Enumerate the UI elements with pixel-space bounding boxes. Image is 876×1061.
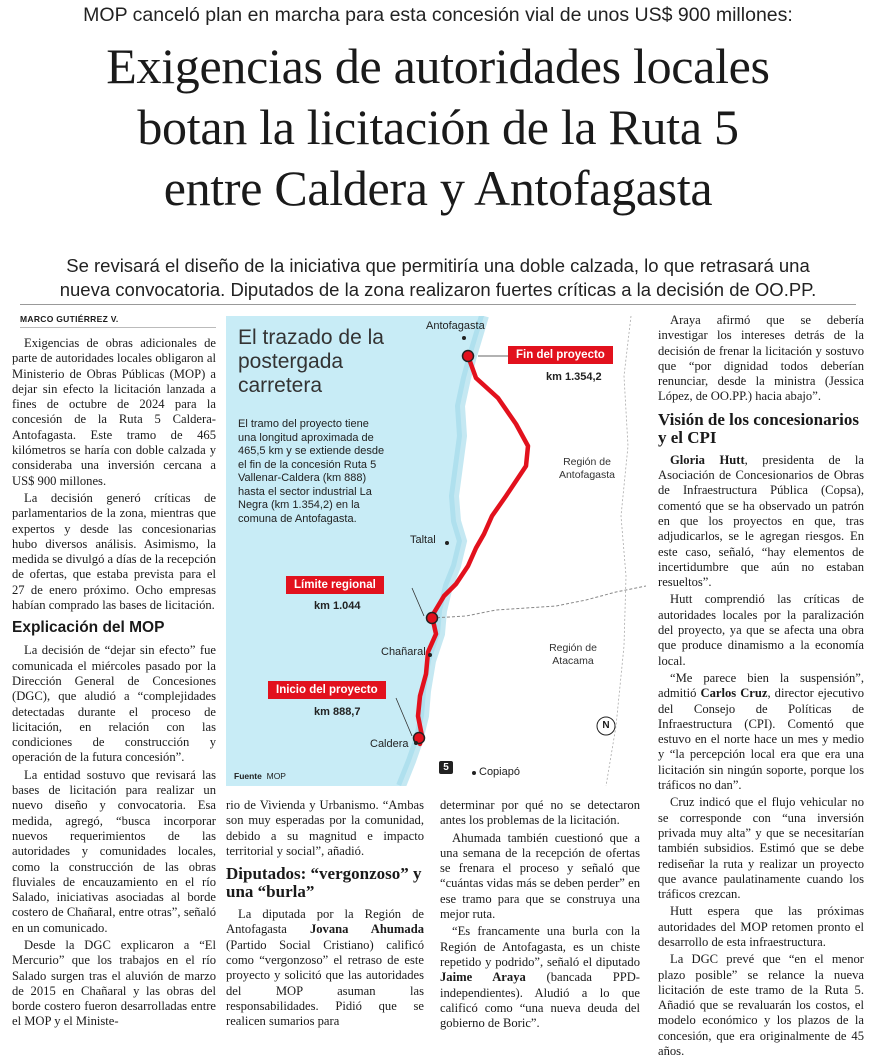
dot-caldera — [414, 741, 418, 745]
label-chanaral: Chañaral — [381, 646, 426, 658]
paragraph: Desde la DGC explicaron a “El Mercurio” que los trabajos en el río Salado surgen tras el aluvión de marzo de 2015 en Chañaral y las obras del borde costero fueron desarrolladas entre el MOP y el Ministe- — [12, 937, 216, 1029]
paragraph: “Es francamente una burla con la Región de Antofagasta, es un chiste repetido y podrido”, señaló el diputado Jaime Araya (bancada PPD-independientes). Aludió a lo que calificó como “una nueva deuda del gobierno de Boric”. — [440, 924, 641, 1031]
paragraph: Gloria Hutt, presidenta de la Asociación de Concesionarios de Obras de Infraestructura Pública (Copsa), comentó que se ha observado un patrón en que los proyectos en que, tras adjudicarlos, se le agregan riesgos. En este caso, señaló, “hay elementos de incertidumbre que aún no estaban resueltos”. — [658, 452, 864, 590]
paragraph: Araya afirmó que se debería investigar los intereses detrás de la decisión de frenar la licitación y sostuvo que “por dignidad todos deberían renunciar, desde la ministra (Jessica López, de OO.PP.) hacia abajo”. — [658, 313, 864, 404]
tag-inicio-proyecto: Inicio del proyecto — [268, 681, 386, 699]
column-4 — [658, 313, 864, 1061]
map-title: El trazado de la postergada carretera — [238, 326, 384, 397]
byline-rule — [20, 327, 216, 328]
label-taltal: Taltal — [410, 534, 436, 546]
paragraph: La decisión generó críticas de parlamentarios de la zona, mientras que expertos y desde las concesionarias hubo diversos análisis. Asimismo, la medida se divulgó a días de la recepción de ofertas, que estaba prevista para el 27 de enero próximo. Ocho empresas habían comprado las bases de licitación. — [12, 490, 216, 613]
column-3 — [440, 798, 640, 1033]
deck — [0, 254, 876, 302]
deck-line-1: Se revisará el diseño de la iniciativa que permitiría una doble calzada, lo que retrasará una — [66, 255, 810, 276]
point-end — [463, 351, 474, 362]
land-mass — [401, 316, 646, 786]
map-description: El tramo del proyecto tiene una longitud aproximada de 465,5 km y se extiende desde el fin de la concesión Ruta 5 Vallenar-Caldera (km 888) hasta el sector industrial La Negra (km 1.354,2) en la comuna de Antofagasta. — [238, 418, 385, 525]
label-caldera: Caldera — [370, 738, 409, 750]
dot-chanaral — [428, 653, 432, 657]
paragraph: Hutt espera que las próximas autoridades del MOP retomen pronto el desarrollo de esta infraestructura. — [658, 904, 864, 949]
label-antofagasta: Antofagasta — [426, 320, 485, 332]
source-value: MOP — [266, 771, 286, 781]
dot-copiapo — [472, 771, 476, 775]
paragraph: Exigencias de obras adicionales de parte de autoridades locales obligaron al Ministerio de Obras Públicas (MOP) a dejar sin efecto la licitación lanzada a fines de octubre de 2024 para la concesión de la Ruta 5 Caldera-Antofagasta. Este tramo de 465 kilómetros se haría con doble calzada y consideraba una inversión cercana a US$ 900 millones. — [12, 336, 216, 488]
tag-limite-regional: Límite regional — [286, 576, 384, 594]
headline-line-3: entre Caldera y Antofagasta — [163, 160, 713, 216]
paragraph: rio de Vivienda y Urbanismo. “Ambas son muy esperadas por la comunidad, debido a su magnitud e impacto territorial y social”, añadió. — [226, 798, 424, 858]
route-map — [226, 316, 646, 786]
headline-line-2: botan la licitación de la Ruta 5 — [137, 99, 739, 155]
dot-antofagasta — [462, 336, 466, 340]
header-rule — [20, 304, 856, 305]
subheading: Diputados: “vergonzoso” y una “burla” — [226, 864, 422, 902]
column-2 — [226, 798, 424, 1032]
paragraph: La DGC prevé que “en el menor plazo posible” se relance la nueva licitación de este tramo de la Ruta 5. Añadió que se revaluarán los costos, el modelo económico y los plazos de la concesión, que era originalmente de 45 años. — [658, 952, 864, 1059]
source-label: Fuente — [234, 771, 262, 781]
point-limit — [427, 613, 438, 624]
paragraph: Hutt comprendió las críticas de autoridades locales por la paralización del proyecto, ya que se afecta una obra que produce dinamismo a la economía local. — [658, 592, 864, 668]
compass-letter: N — [602, 720, 610, 731]
dot-taltal — [445, 541, 449, 545]
headline-line-1: Exigencias de autoridades locales — [106, 38, 770, 94]
km-limite-regional: km 1.044 — [314, 600, 361, 612]
leader-limit — [412, 588, 424, 616]
subheading: Explicación del MOP — [12, 619, 165, 637]
paragraph: La diputada por la Región de Antofagasta Jovana Ahumada (Partido Social Cristiano) calificó como “vergonzoso” el retraso de este proyecto y solicitó que las autoridades del MOP asuman las responsabilidades. Pidió que se realicen sumarios para — [226, 907, 425, 1029]
route-5-label: 5 — [443, 762, 449, 773]
byline: MARCO GUTIÉRREZ V. — [20, 314, 119, 324]
paragraph: Ahumada también cuestionó que a una semana de la recepción de ofertas se frenara el proceso y señaló que “cuántas vidas más se deben perder” en ese tramo para que se construya una mejor ruta. — [440, 830, 640, 922]
deck-line-2: nueva convocatoria. Diputados de la zona realizaron fuertes críticas a la decisión de OO.PP. — [59, 279, 817, 300]
column-1 — [12, 336, 216, 1032]
km-fin-proyecto: km 1.354,2 — [546, 371, 602, 383]
map-source — [234, 771, 286, 781]
label-region-antofagasta: Región de Antofagasta — [558, 456, 616, 481]
paragraph: La decisión de “dejar sin efecto” fue comunicada el miércoles pasado por la Dirección General de Concesiones (DGC), que aludió a “complejidades detectadas durante el proceso de licitación, en relación con las condiciones de construcción y operación de la futura concesión”. — [12, 643, 216, 765]
km-inicio-proyecto: km 888,7 — [314, 706, 361, 718]
paragraph: “Me parece bien la suspensión”, admitió Carlos Cruz, director ejecutivo del Consejo de Políticas de Infraestructura (CPI). Comentó que estuvo en el norte hace un mes y medio y “la percepción local era que era una licitación sin ningún soporte, porque los tráficos no dan”. — [658, 670, 864, 793]
subheading: Visión de los concesionarios y el CPI — [658, 409, 860, 447]
kicker: MOP canceló plan en marcha para esta concesión vial de unos US$ 900 millones: — [83, 4, 793, 26]
paragraph: determinar por qué no se detectaron antes los problemas de la licitación. — [440, 798, 640, 828]
label-region-atacama: Región de Atacama — [549, 642, 597, 667]
leader-start — [396, 698, 412, 736]
label-copiapo: Copiapó — [479, 766, 520, 778]
tag-fin-proyecto: Fin del proyecto — [508, 346, 613, 364]
paragraph: La entidad sostuvo que revisará las bases de licitación para realizar un nuevo diseño y convocatoria. Esa medida, agregó, “busca incorporar nuevos requerimientos de las autoridades y comunidades locales, como la construcción de las obras fluviales de encauzamiento en el río Salado, iniciativas asociadas al borde costero de Chañaral, entre otras”, señaló en un comunicado. — [12, 767, 216, 935]
headline — [0, 36, 876, 219]
paragraph: Cruz indicó que el flujo vehicular no se corresponde con “una inversión privada muy alta” y que se necesitarían también subsidios. Estimó que se debe rediseñar la ruta y realizar un proyecto que avance paulatinamente cuando los tráficos crezcan. — [658, 795, 864, 902]
